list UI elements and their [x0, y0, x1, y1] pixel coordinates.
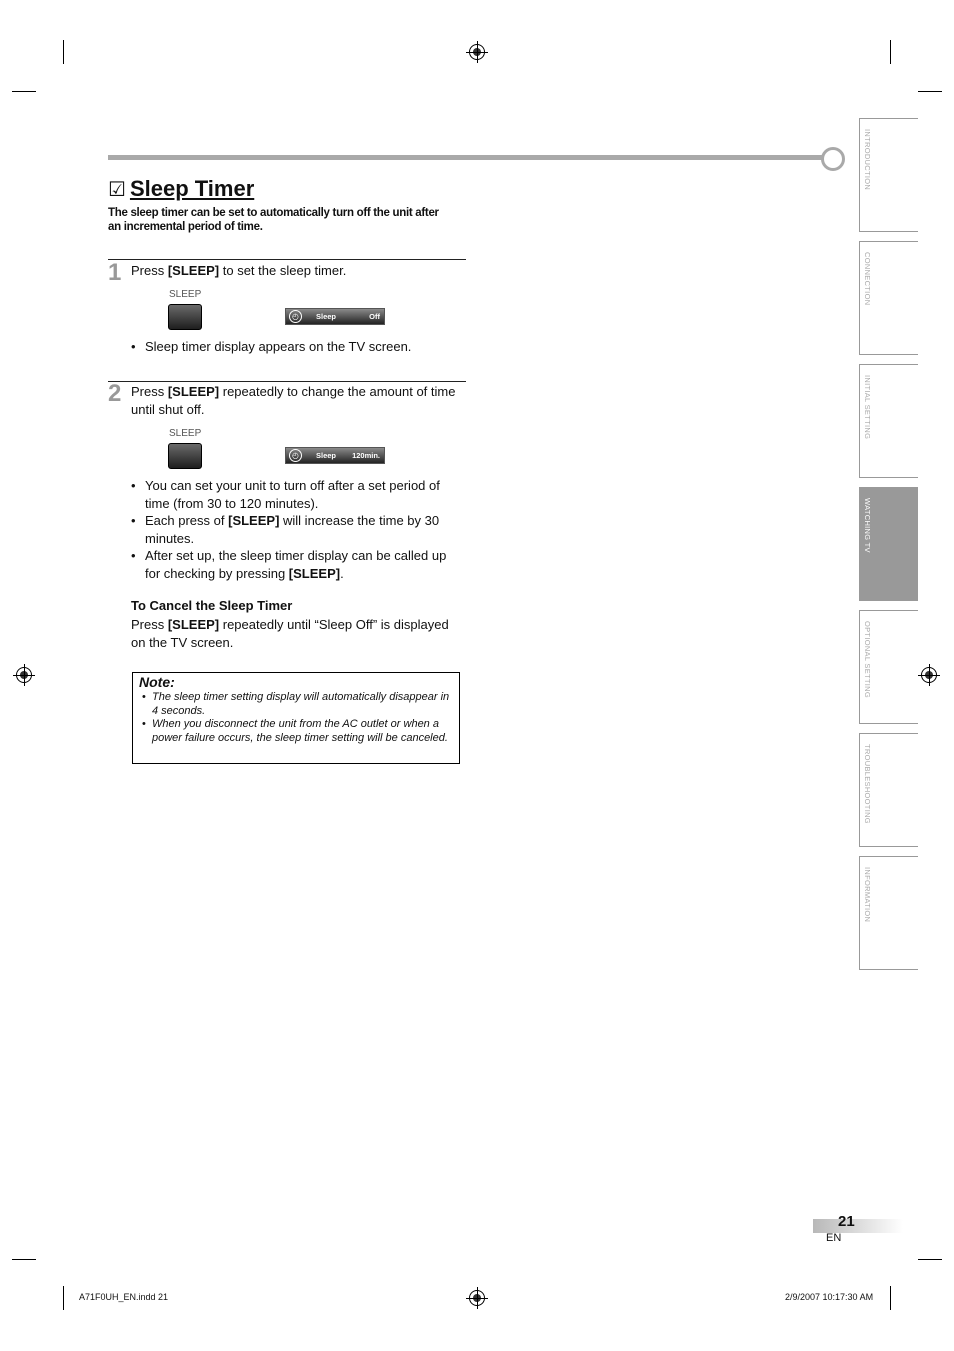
note-heading: Note:	[139, 674, 175, 690]
tab-troubleshooting[interactable]: TROUBLESHOOTING	[859, 733, 918, 847]
step-instruction: Press [SLEEP] repeatedly to change the amount of time until shut off.	[131, 384, 456, 417]
clock-icon: ◴	[289, 449, 302, 462]
page-title	[108, 176, 254, 202]
page-subtitle: The sleep timer can be set to automatically turn off the unit after an incremental period of time.	[108, 207, 439, 233]
list-item: • After set up, the sleep timer display can be called up for checking by pressing [SLEEP].	[131, 548, 447, 581]
sleep-button-illustration	[168, 304, 202, 330]
list-item: • Sleep timer display appears on the TV screen.	[131, 339, 412, 354]
note-box	[132, 672, 460, 764]
sleep-osd-display: ◴ Sleep Off	[285, 308, 385, 325]
footer-timestamp: 2/9/2007 10:17:30 AM	[785, 1292, 874, 1302]
header-rule	[108, 155, 824, 160]
step-number: 1	[108, 259, 122, 286]
step-instruction: Press [SLEEP] to set the sleep timer.	[131, 263, 347, 278]
registration-mark-icon	[469, 44, 485, 60]
list-item: • You can set your unit to turn off after a set period of time (from 30 to 120 minutes).	[131, 478, 440, 511]
sleep-button-label: SLEEP	[169, 289, 202, 300]
clock-icon: ◴	[289, 310, 302, 323]
registration-mark-icon	[469, 1290, 485, 1306]
title-text: Sleep Timer	[129, 176, 255, 201]
sleep-button-label: SLEEP	[169, 428, 202, 439]
registration-mark-icon	[16, 667, 32, 683]
step-divider	[108, 381, 466, 382]
sleep-osd-display: ◴ Sleep 120min.	[285, 447, 385, 464]
step-number: 2	[108, 380, 122, 407]
list-item: • Each press of [SLEEP] will increase the time by 30 minutes.	[131, 513, 440, 546]
footer-filename: A71F0UH_EN.indd 21	[79, 1292, 169, 1302]
page-number-bar	[813, 1219, 903, 1233]
note-item: • The sleep timer setting display will automatically disappear in 4 seconds.	[142, 691, 450, 717]
tab-connection[interactable]: CONNECTION	[859, 241, 918, 355]
page-number: 21	[838, 1213, 855, 1230]
header-circle	[821, 147, 845, 171]
note-item: • When you disconnect the unit from the AC outlet or when a power failure occurs, the sleep timer setting will be canceled.	[142, 718, 448, 744]
tab-introduction[interactable]: INTRODUCTION	[859, 118, 918, 232]
registration-mark-icon	[921, 667, 937, 683]
tab-optional-setting[interactable]: OPTIONAL SETTING	[859, 610, 918, 724]
tab-information[interactable]: INFORMATION	[859, 856, 918, 970]
sleep-button-illustration	[168, 443, 202, 469]
cancel-instruction: Press [SLEEP] repeatedly until “Sleep Off” is displayed on the TV screen.	[131, 617, 449, 650]
cancel-heading: To Cancel the Sleep Timer	[131, 598, 293, 613]
step-divider	[108, 259, 466, 260]
language-code: EN	[826, 1232, 842, 1244]
checkbox-icon: ☑	[108, 179, 126, 201]
tab-watching-tv[interactable]: WATCHING TV	[859, 487, 918, 601]
tab-initial-setting[interactable]: INITIAL SETTING	[859, 364, 918, 478]
